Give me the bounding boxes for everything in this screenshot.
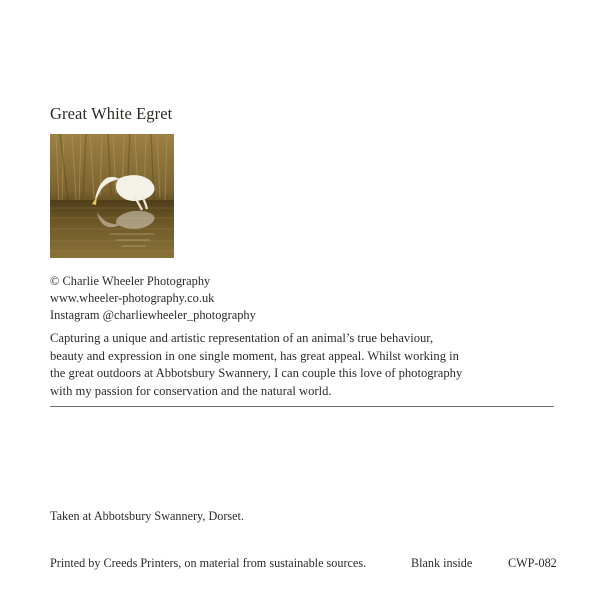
credit-website: www.wheeler-photography.co.uk (50, 291, 215, 305)
printer-note: Printed by Creeds Printers, on material from sustainable sources. (50, 556, 367, 570)
page-title: Great White Egret (50, 104, 173, 123)
credit-instagram: Instagram @charliewheeler_photography (50, 308, 256, 322)
horizontal-divider (50, 406, 554, 407)
credit-copyright: © Charlie Wheeler Photography (50, 274, 211, 288)
photographer-credits (50, 273, 256, 324)
artist-statement: Capturing a unique and artistic representation of an animal’s true behaviour, beauty and expression in one single moment, has great appeal. Whilst working in the great outdoors at Abbotsbury Swannery, I can couple this love of photography with my passion for conservation and the natural world. (50, 331, 463, 398)
great-white-egret-photo (50, 134, 174, 258)
location-caption: Taken at Abbotsbury Swannery, Dorset. (50, 509, 244, 523)
blank-inside-note: Blank inside (411, 556, 473, 570)
product-code: CWP-082 (508, 556, 557, 570)
